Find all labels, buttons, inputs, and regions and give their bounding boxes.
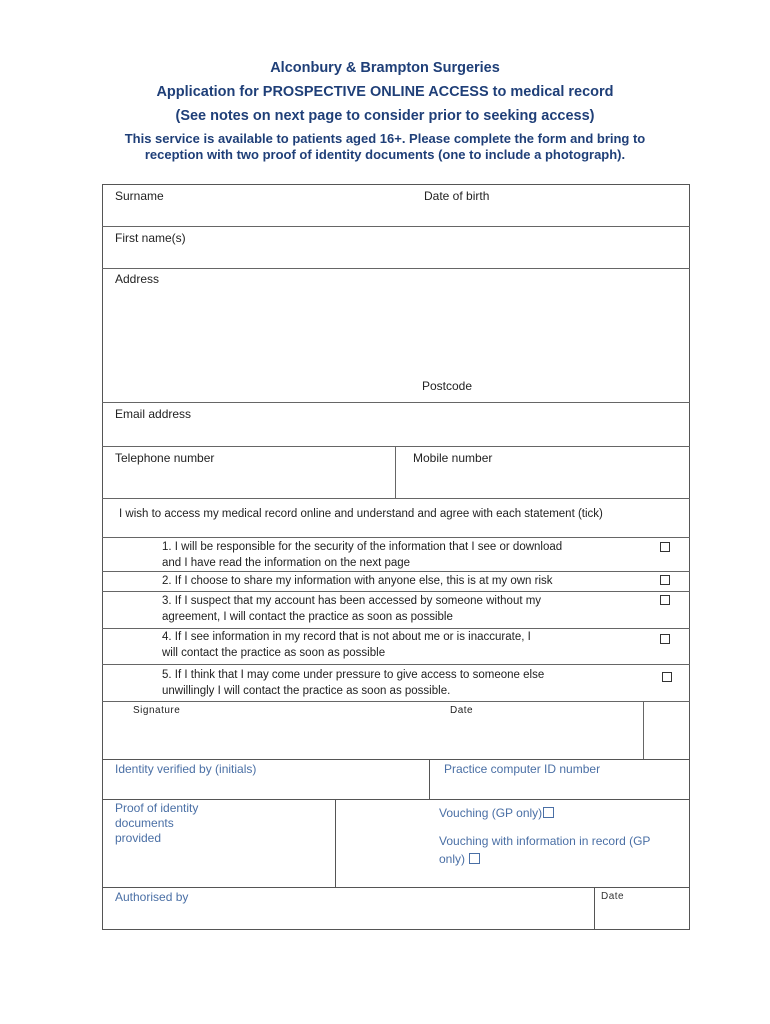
identity-verified-field[interactable]: Identity verified by (initials) <box>115 762 257 776</box>
form-note: (See notes on next page to consider prior to seeking access) <box>175 108 595 124</box>
statement-3: 3. If I suspect that my account has been accessed by someone without my agreement, I will contact the practice as soon as possible <box>162 595 542 623</box>
surname-field[interactable]: Surname <box>115 189 164 203</box>
dob-field[interactable]: Date of birth <box>424 189 490 203</box>
telephone-field[interactable]: Telephone number <box>115 451 215 465</box>
statement-1-checkbox[interactable] <box>660 542 670 552</box>
signature-field[interactable]: Signature <box>133 705 181 716</box>
vouching-gp-checkbox[interactable] <box>543 807 554 818</box>
statement-4-checkbox[interactable] <box>660 634 670 644</box>
proof-of-identity-label: Proof of identity documents provided <box>115 801 199 845</box>
postcode-field[interactable]: Postcode <box>422 379 473 393</box>
signature-date-field[interactable]: Date <box>450 705 474 716</box>
form-title: Application for PROSPECTIVE ONLINE ACCESS to medical record <box>156 84 614 100</box>
authorised-by-field[interactable]: Authorised by <box>115 890 189 904</box>
email-field[interactable]: Email address <box>115 407 192 421</box>
authorised-date-field[interactable]: Date <box>601 891 625 902</box>
statement-2-checkbox[interactable] <box>660 575 670 585</box>
statement-1: 1. I will be responsible for the security of the information that I see or download and I have read the information on the next page <box>162 541 563 569</box>
practice-title: Alconbury & Brampton Surgeries <box>270 60 500 76</box>
vouching-record-option[interactable]: Vouching with information in record (GP only) <box>439 834 651 866</box>
agreement-intro: I wish to access my medical record online and understand and agree with each statement (tick) <box>119 508 603 520</box>
statement-5-checkbox[interactable] <box>662 672 672 682</box>
statement-5: 5. If I think that I may come under pressure to give access to someone else unwillingly I will contact the practice as soon as possible. <box>162 669 545 697</box>
instructions-line-2: reception with two proof of identity documents (one to include a photograph). <box>144 147 626 162</box>
instructions-line-1: This service is available to patients aged 16+. Please complete the form and bring to <box>124 131 646 146</box>
statement-2: 2. If I choose to share my information with anyone else, this is at my own risk <box>162 575 553 587</box>
form-instructions <box>0 131 770 163</box>
address-field[interactable]: Address <box>115 272 160 286</box>
vouching-gp-option[interactable]: Vouching (GP only) <box>439 806 554 820</box>
vouching-record-checkbox[interactable] <box>469 853 480 864</box>
statement-4: 4. If I see information in my record that is not about me or is inaccurate, I will contact the practice as soon as possible <box>162 631 531 659</box>
practice-id-field[interactable]: Practice computer ID number <box>444 762 601 776</box>
first-names-field[interactable]: First name(s) <box>115 231 186 245</box>
mobile-field[interactable]: Mobile number <box>413 451 493 465</box>
statement-3-checkbox[interactable] <box>660 595 670 605</box>
